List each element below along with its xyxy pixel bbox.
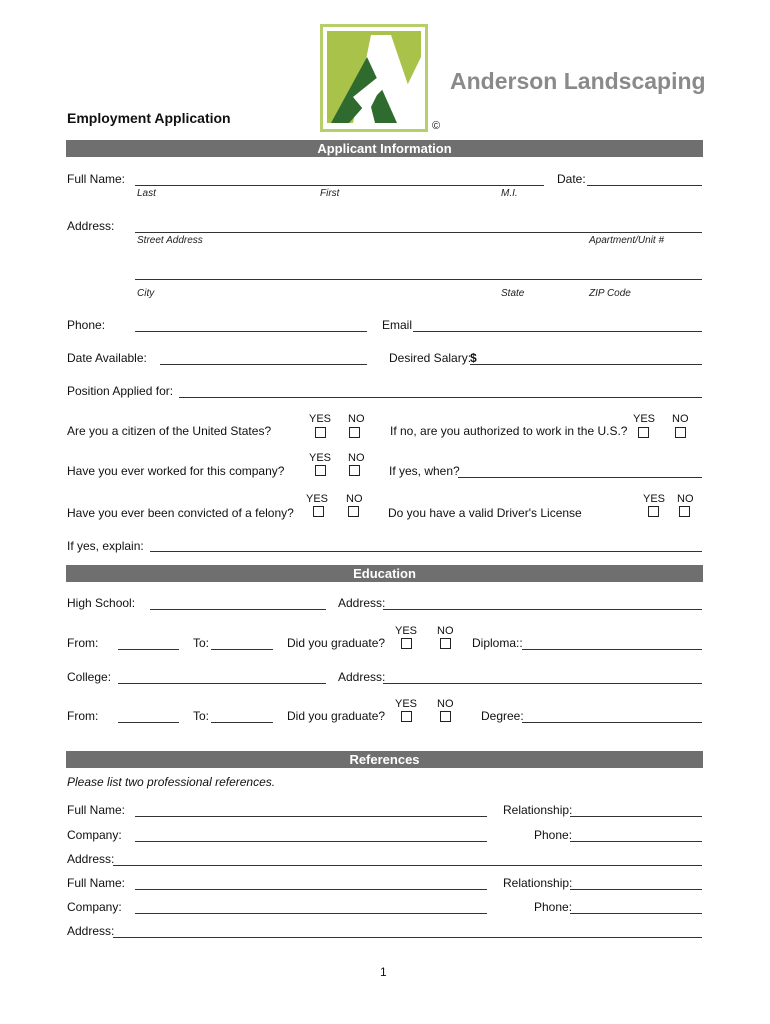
authorized-no-label: NO [672,413,689,425]
first-name-hint: First [320,188,340,199]
ref2-company-label: Company: [67,900,122,914]
date-available-label: Date Available: [67,351,147,365]
citizen-no-checkbox[interactable] [349,427,360,438]
company-logo [320,24,428,132]
college-from-field[interactable] [118,722,179,723]
ref2-address-field[interactable] [113,937,702,938]
city-hint: City [137,288,155,299]
authorized-no-checkbox[interactable] [675,427,686,438]
felony-yes-checkbox[interactable] [313,506,324,517]
ref1-full-name-label: Full Name: [67,803,126,817]
citizen-yes-checkbox[interactable] [315,427,326,438]
hs-no-checkbox[interactable] [440,638,451,649]
degree-label: Degree: [481,709,524,723]
section-education: Education [66,565,703,582]
zip-code-hint: ZIP Code [589,288,631,299]
college-no-checkbox[interactable] [440,711,451,722]
license-question: Do you have a valid Driver's License [388,506,582,520]
ref2-full-name-label: Full Name: [67,876,126,890]
ref1-phone-label: Phone: [534,828,573,842]
apartment-hint: Apartment/Unit # [589,235,665,246]
explain-field[interactable] [150,551,702,552]
ref1-company-label: Company: [67,828,122,842]
college-to-field[interactable] [211,722,273,723]
high-school-address-label: Address: [338,596,386,610]
full-name-field[interactable] [135,185,544,186]
ref2-full-name-field[interactable] [135,889,487,890]
form-title: Employment Application [67,110,231,126]
ref1-address-field[interactable] [113,865,702,866]
position-label: Position Applied for: [67,384,174,398]
citizen-no-label: NO [348,413,365,425]
ref1-phone-field[interactable] [570,841,702,842]
street-address-field[interactable] [135,232,702,233]
ref2-address-label: Address: [67,924,115,938]
hs-to-field[interactable] [211,649,273,650]
citizen-question: Are you a citizen of the United States? [67,424,272,438]
when-label: If yes, when? [389,464,460,478]
license-yes-label: YES [643,493,666,505]
state-hint: State [501,288,525,299]
worked-yes-checkbox[interactable] [315,465,326,476]
ref2-phone-field[interactable] [570,913,702,914]
hs-to-label: To: [193,636,210,650]
college-field[interactable] [118,683,326,684]
authorized-question: If no, are you authorized to work in the U.S.? [390,424,628,438]
ref2-phone-label: Phone: [534,900,573,914]
citizen-yes-label: YES [309,413,332,425]
ref2-relationship-label: Relationship: [503,876,573,890]
college-yes-label: YES [395,698,418,710]
hs-no-label: NO [437,625,454,637]
authorized-yes-label: YES [633,413,656,425]
page-number: 1 [380,965,387,979]
worked-no-label: NO [348,452,365,464]
felony-yes-label: YES [306,493,329,505]
desired-salary-label: Desired Salary: [389,351,472,365]
section-applicant-information: Applicant Information [66,140,703,157]
license-no-checkbox[interactable] [679,506,690,517]
ref2-company-field[interactable] [135,913,487,914]
when-field[interactable] [458,477,702,478]
phone-field[interactable] [135,331,367,332]
date-available-field[interactable] [160,364,367,365]
college-to-label: To: [193,709,210,723]
felony-no-label: NO [346,493,363,505]
hs-graduate-question: Did you graduate? [287,636,386,650]
street-address-hint: Street Address [137,235,203,246]
ref2-relationship-field[interactable] [570,889,702,890]
company-name: Anderson Landscaping [450,68,706,94]
high-school-address-field[interactable] [383,609,702,610]
date-field[interactable] [587,185,702,186]
ref1-full-name-field[interactable] [135,816,487,817]
last-name-hint: Last [137,188,156,199]
college-no-label: NO [437,698,454,710]
hs-from-label: From: [67,636,99,650]
date-label: Date: [557,172,586,186]
worked-question: Have you ever worked for this company? [67,464,285,478]
authorized-yes-checkbox[interactable] [638,427,649,438]
middle-initial-hint: M.I. [501,188,518,199]
logo-mark-icon [323,27,425,129]
city-state-zip-field[interactable] [135,279,702,280]
copyright-mark: © [432,120,441,132]
ref1-relationship-label: Relationship: [503,803,573,817]
hs-yes-label: YES [395,625,418,637]
diploma-field[interactable] [522,649,702,650]
license-no-label: NO [677,493,694,505]
dollar-sign: $ [470,351,477,365]
diploma-label: Diploma:: [472,636,523,650]
ref1-relationship-field[interactable] [570,816,702,817]
address-label: Address: [67,219,115,233]
email-label: Email [382,318,413,332]
degree-field[interactable] [522,722,702,723]
college-address-field[interactable] [383,683,702,684]
college-graduate-question: Did you graduate? [287,709,386,723]
hs-yes-checkbox[interactable] [401,638,412,649]
worked-yes-label: YES [309,452,332,464]
email-field[interactable] [413,331,702,332]
college-yes-checkbox[interactable] [401,711,412,722]
position-field[interactable] [179,397,702,398]
high-school-label: High School: [67,596,136,610]
ref1-address-label: Address: [67,852,115,866]
desired-salary-field[interactable] [470,364,702,365]
college-address-label: Address: [338,670,386,684]
worked-no-checkbox[interactable] [349,465,360,476]
college-from-label: From: [67,709,99,723]
felony-question: Have you ever been convicted of a felony? [67,506,294,520]
section-references: References [66,751,703,768]
high-school-field[interactable] [150,609,326,610]
ref1-company-field[interactable] [135,841,487,842]
hs-from-field[interactable] [118,649,179,650]
college-label: College: [67,670,112,684]
license-yes-checkbox[interactable] [648,506,659,517]
full-name-label: Full Name: [67,172,126,186]
felony-no-checkbox[interactable] [348,506,359,517]
phone-label: Phone: [67,318,106,332]
references-instruction: Please list two professional references. [67,775,276,789]
explain-label: If yes, explain: [67,539,144,553]
